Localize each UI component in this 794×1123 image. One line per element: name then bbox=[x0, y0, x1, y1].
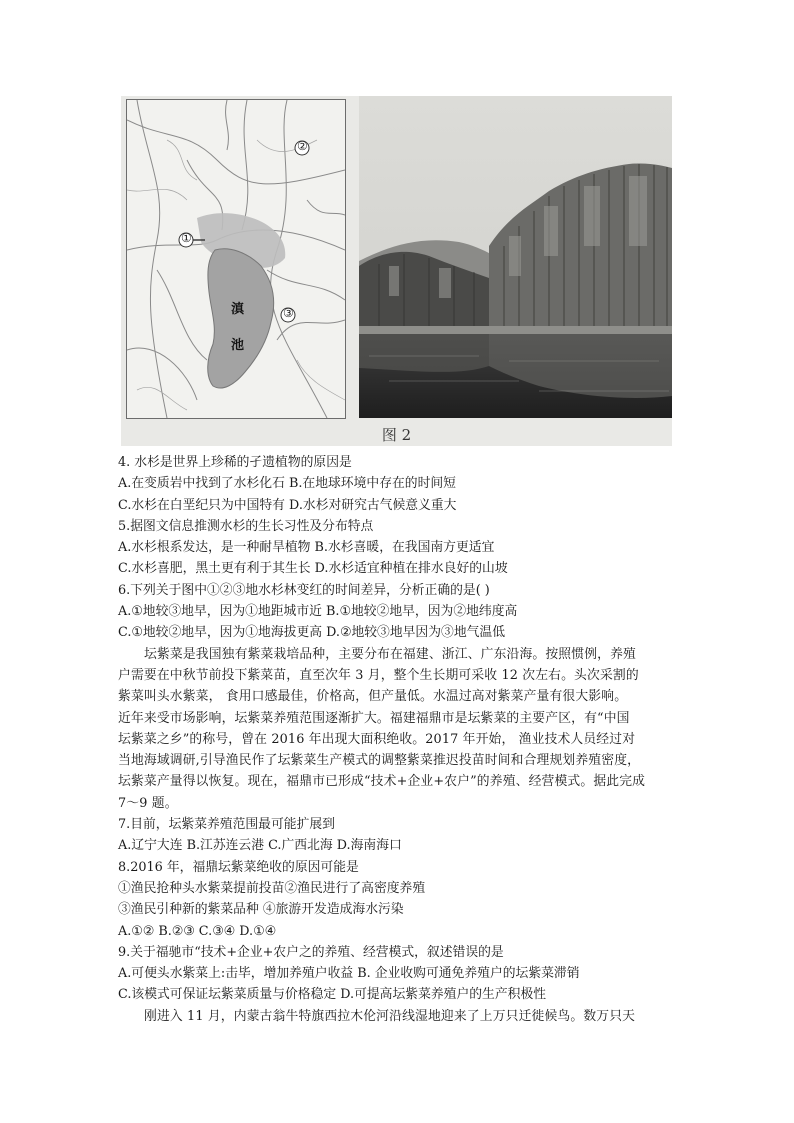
q5-options-cd: C.水杉喜肥，黑土更有利于其生长 D.水杉适宜种植在排水良好的山坡 bbox=[118, 561, 508, 577]
map-drawing bbox=[127, 100, 345, 418]
passage-line: 近年来受市场影响，坛紫菜养殖范围逐渐扩大。福建福鼎市是坛紫菜的主要产区，有“中国 bbox=[118, 710, 630, 726]
q4-stem: 4. 水杉是世界上珍稀的孑遗植物的原因是 bbox=[118, 455, 352, 470]
dianchi-map bbox=[126, 99, 346, 419]
q7-options: A.辽宁大连 B.江苏连云港 C.广西北海 D.海南海口 bbox=[118, 838, 402, 854]
passage-line: 7～9 题。 bbox=[118, 795, 178, 811]
figure-caption: 图 2 bbox=[381, 426, 412, 444]
passage-line: 紫菜叫头水紫菜， 食用口感最佳，价格高，但产量低。水温过高对紫菜产量有很大影响。 bbox=[118, 689, 628, 705]
q4-options-ab: A.在变质岩中找到了水杉化石 B.在地球环境中存在的时间短 bbox=[118, 476, 456, 492]
q8-items-34: ③渔民引种新的紫菜品种 ④旅游开发造成海水污染 bbox=[118, 902, 404, 918]
photo-drawing bbox=[359, 96, 672, 418]
q8-options: A.①② B.②③ C.③④ D.①④ bbox=[118, 923, 277, 939]
q5-options-ab: A.水杉根系发达，是一种耐旱植物 B.水杉喜暖，在我国南方更适宜 bbox=[118, 540, 495, 556]
q6-options-cd: C.①地较②地早，因为①地海拔更高 D.②地较③地早因为③地气温低 bbox=[118, 625, 506, 641]
site-1-label: ① bbox=[181, 231, 192, 245]
passage-line: 户需要在中秋节前投下紫菜苗，直至次年 3 月，整个生长期可采收 12 次左右。头次采割的 bbox=[118, 667, 639, 683]
site-2-label: ② bbox=[297, 139, 308, 153]
q9-stem: 9.关于福驰市“技术+企业+农户之的养殖、经营模式，叙述错误的是 bbox=[118, 944, 504, 960]
q9-options-cd: C.该模式可保证坛紫菜质量与价格稳定 D.可提高坛紫菜养殖户的生产积极性 bbox=[118, 987, 547, 1003]
q6-stem: 6.下列关于图中①②③地水杉林变红的时间差异，分析正确的是( ) bbox=[118, 582, 490, 598]
q8-stem: 8.2016 年，福鼎坛紫菜绝收的原因可能是 bbox=[118, 859, 359, 875]
passage-line: 坛紫菜产量得以恢复。现在，福鼎市已形成“技术+企业+农户”的养殖、经营模式。据此完成 bbox=[118, 774, 646, 790]
closing-passage-line: 刚进入 11 月，内蒙古翁牛特旗西拉木伦河沿线湿地迎来了上万只迁徙候鸟。数万只天 bbox=[144, 1008, 636, 1024]
site-3-label: ③ bbox=[283, 306, 294, 320]
figure-2 bbox=[121, 96, 672, 446]
lake-label-dian: 滇 bbox=[231, 302, 245, 317]
passage-line: 坛紫菜是我国独有紫菜栽培品种，主要分布在福建、浙江、广东沿海。按照惯例，养殖 bbox=[144, 646, 636, 662]
q5-stem: 5.据图文信息推测水杉的生长习性及分布特点 bbox=[118, 518, 374, 534]
q6-options-ab: A.①地较③地早，因为①地距城市近 B.①地较②地早，因为②地纬度高 bbox=[118, 604, 518, 620]
q8-items-12: ①渔民抢种头水紫菜提前投苗②渔民进行了高密度养殖 bbox=[118, 880, 426, 896]
q7-stem: 7.目前，坛紫菜养殖范围最可能扩展到 bbox=[118, 817, 335, 833]
passage-line: 坛紫菜之乡”的称号，曾在 2016 年出现大面积绝收。2017 年开始， 渔业技术人员经过对 bbox=[118, 731, 636, 747]
q4-options-cd: C.水杉在白垩纪只为中国特有 D.水杉对研究古气候意义重大 bbox=[118, 497, 457, 513]
q9-options-ab: A.可便头水紫菜上:击毕，增加养殖户收益 B. 企业收购可通免养殖户的坛紫菜滞销 bbox=[118, 966, 580, 982]
passage-line: 当地海域调研,引导渔民作了坛紫菜生产模式的调整紫菜推迟投苗时间和合理规划养殖密度， bbox=[118, 753, 641, 769]
lake-label-chi: 池 bbox=[231, 338, 245, 353]
metasequoia-photo bbox=[359, 96, 672, 418]
exam-text bbox=[118, 452, 688, 1027]
